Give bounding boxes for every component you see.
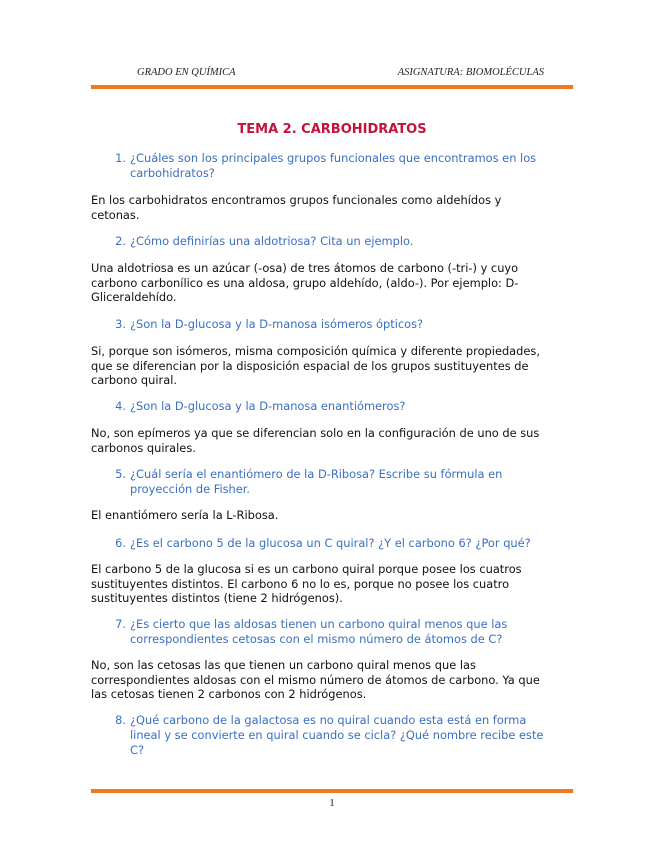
question-number: 2. bbox=[115, 234, 126, 248]
answer-3: Si, porque son isómeros, misma composición química y diferente propiedades, que se diferencian por la disposición espacial de los grupos sustituyentes de carbono quiral. bbox=[91, 344, 540, 387]
question-text: ¿Son la D-glucosa y la D-manosa enantiómeros? bbox=[130, 399, 406, 413]
question-text: ¿Cuál sería el enantiómero de la D-Ribosa? Escribe su fórmula en proyección de Fisher. bbox=[130, 467, 503, 496]
page-header bbox=[92, 67, 572, 83]
question-text: ¿Cuáles son los principales grupos funcionales que encontramos en los carbohidratos? bbox=[130, 151, 537, 180]
answer-5: El enantiómero sería la L-Ribosa. bbox=[91, 508, 279, 522]
footer-rule bbox=[91, 789, 573, 793]
answer-6: El carbono 5 de la glucosa si es un carbono quiral porque posee los cuatros sustituyentes distintos. El carbono 6 no lo es, porque no posee los cuatro sustituyentes distintos (tiene 2 hidrógenos). bbox=[91, 562, 522, 605]
question-number: 1. bbox=[115, 151, 126, 165]
header-degree: GRADO EN QUÍMICA bbox=[137, 67, 236, 78]
question-number: 7. bbox=[115, 617, 126, 631]
answer-7: No, son las cetosas las que tienen un carbono quiral menos que las correspondientes aldosas con el mismo número de átomos de carbono. Ya que las cetosas tienen 2 carbonos con 2 hidrógenos. bbox=[91, 658, 540, 701]
question-text: ¿Es el carbono 5 de la glucosa un C quiral? ¿Y el carbono 6? ¿Por qué? bbox=[130, 536, 531, 550]
question-text: ¿Es cierto que las aldosas tienen un carbono quiral menos que las correspondientes cetosas con el mismo número de átomos de C? bbox=[130, 617, 508, 646]
question-text: ¿Son la D-glucosa y la D-manosa isómeros ópticos? bbox=[130, 317, 424, 331]
header-subject: ASIGNATURA: BIOMOLÉCULAS bbox=[397, 67, 544, 78]
question-text: ¿Qué carbono de la galactosa es no quiral cuando esta está en forma lineal y se convierte en quiral cuando se cicla? ¿Qué nombre recibe este C? bbox=[130, 713, 544, 757]
question-number: 3. bbox=[115, 317, 126, 331]
answer-4: No, son epímeros ya que se diferencian solo en la configuración de uno de sus carbonos quirales. bbox=[91, 426, 540, 455]
question-text: ¿Cómo definirías una aldotriosa? Cita un ejemplo. bbox=[130, 234, 414, 248]
header-rule bbox=[91, 85, 573, 89]
question-number: 4. bbox=[115, 399, 126, 413]
answer-1: En los carbohidratos encontramos grupos funcionales como aldehídos y cetonas. bbox=[91, 193, 502, 222]
answer-2: Una aldotriosa es un azúcar (-osa) de tres átomos de carbono (-tri-) y cuyo carbono carbonílico es una aldosa, grupo aldehído, (aldo-). Por ejemplo: D-Gliceraldehído. bbox=[91, 261, 519, 304]
page-number: 1 bbox=[329, 797, 335, 809]
question-number: 5. bbox=[115, 467, 126, 481]
question-number: 6. bbox=[115, 536, 126, 550]
page-title: TEMA 2. CARBOHIDRATOS bbox=[237, 122, 427, 137]
question-number: 8. bbox=[115, 713, 126, 727]
